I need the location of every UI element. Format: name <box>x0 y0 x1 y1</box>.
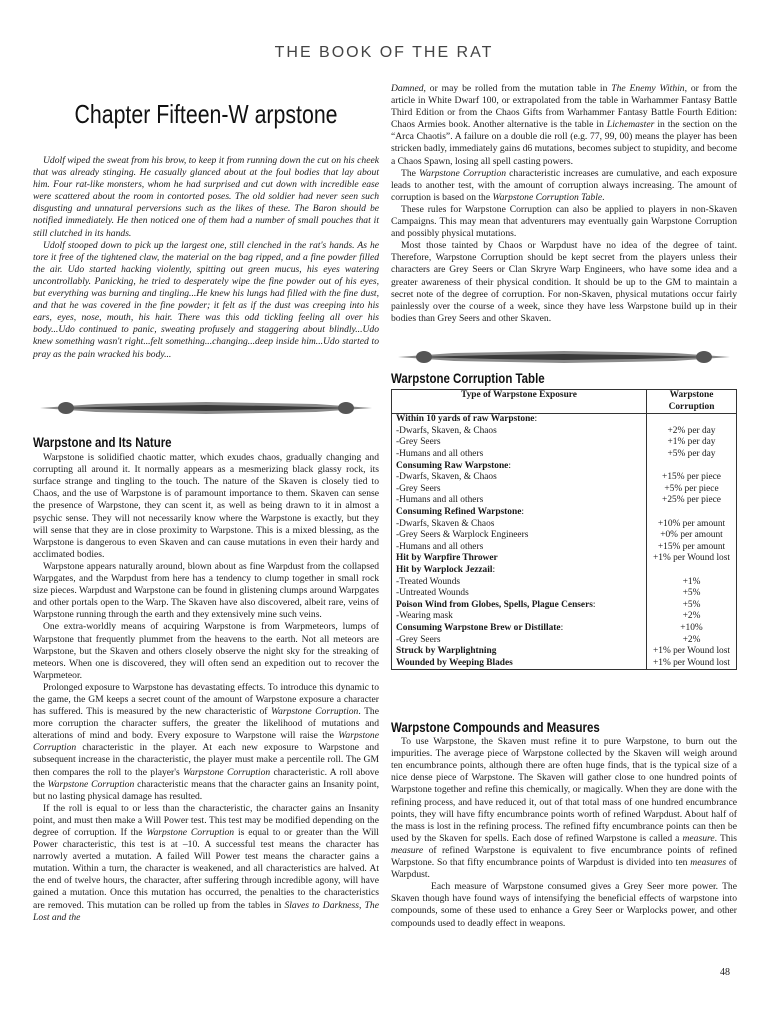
paragraph: Damned, or may be rolled from the mutation table in The Enemy Within, or from the article in White Dwarf 100, or extrapolated from the table in Warhammer Fantasy Battle Third Edition or from the Chaos Gifts from Warhammer Fantasy Battle Fourth Edition: Chaos Armies book. Another alternative is the table in Lichemaster in the section on the “Arca Chaotis”. A failure on a double die roll (e.g. 77, 99, 00) means the player has been stricken badly, immediately gains d6 mutations, becomes subject to stupidity, and become a Chaos Spawn, losing all spell casting powers. <box>391 83 737 167</box>
table-body <box>392 414 737 670</box>
section-heading: Warpstone and Its Nature <box>33 435 172 450</box>
corruption-value-cell <box>647 565 737 577</box>
corruption-value-cell: +5% per day <box>647 449 737 461</box>
corruption-table-section <box>391 373 737 670</box>
chapter-title: Chapter Fifteen-W arpstone <box>74 99 338 129</box>
table-row <box>392 472 737 484</box>
corruption-value-cell: +10% <box>647 623 737 635</box>
section-heading: Warpstone Compounds and Measures <box>391 720 600 735</box>
running-header: THE BOOK OF THE RAT <box>274 44 494 61</box>
table-row <box>392 635 737 647</box>
table-header-row <box>392 390 737 414</box>
exposure-cell: -Humans and all others <box>392 542 647 554</box>
table-row <box>392 426 737 438</box>
exposure-cell: -Untreated Wounds <box>392 588 647 600</box>
corruption-value-cell: +5% per piece <box>647 484 737 496</box>
ornamental-divider <box>394 345 734 369</box>
table-row <box>392 623 737 635</box>
table-row <box>392 461 737 473</box>
corruption-value-cell <box>647 461 737 473</box>
ornamental-divider <box>36 396 376 420</box>
exposure-cell: Within 10 yards of raw Warpstone: <box>392 414 647 426</box>
right-column-text <box>391 83 737 325</box>
exposure-cell: Struck by Warplightning <box>392 646 647 658</box>
column-header: Warpstone Corruption <box>647 390 737 414</box>
corruption-value-cell: +25% per piece <box>647 495 737 507</box>
table-row <box>392 437 737 449</box>
table-row <box>392 577 737 589</box>
table-row <box>392 495 737 507</box>
exposure-cell: Consuming Raw Warpstone: <box>392 461 647 473</box>
exposure-cell: Consuming Refined Warpstone: <box>392 507 647 519</box>
corruption-value-cell: +15% per amount <box>647 542 737 554</box>
table-row <box>392 414 737 426</box>
exposure-cell: -Dwarfs, Skaven, & Chaos <box>392 472 647 484</box>
intro-paragraph: Udolf stooped down to pick up the largest one, still clenched in the rat's hands. As he tore it free of the tightened claw, the material on the bag ripped, and a fine powder filled the air. Udo started hacking violently, spitting out green mucus, his eyes watering uncontrollably. Panicking, he tried to desperately wipe the fine powder out of his eyes, but everything was burning and tingling...He knew his lungs had filled with the fine dust, and that he was covered in the fine powder; it felt as if the dust was creeping into his ears, eyes, nose, mouth, his hair. There was this odd tickling feeling all over his body...Udo continued to panic, sweating profusely and staggering about blindly...Udo knew something wasn't right...felt something...changing...deep inside him...Udo started to pray as the pain wracked his body... <box>33 239 379 360</box>
corruption-value-cell <box>647 507 737 519</box>
corruption-value-cell: +10% per amount <box>647 519 737 531</box>
page-number: 48 <box>720 967 730 978</box>
exposure-cell: -Grey Seers <box>392 484 647 496</box>
corruption-value-cell: +5% <box>647 600 737 612</box>
corruption-value-cell: +2% per day <box>647 426 737 438</box>
corruption-value-cell: +1% per Wound lost <box>647 658 737 670</box>
exposure-cell: Hit by Warpfire Thrower <box>392 553 647 565</box>
exposure-cell: -Treated Wounds <box>392 577 647 589</box>
table-row <box>392 611 737 623</box>
table-row <box>392 484 737 496</box>
paragraph: The Warpstone Corruption characteristic increases are cumulative, and each exposure leads to another test, with the amount of corruption always increasing. The amount of corruption is based on the Warpstone Corruption Table. <box>391 167 737 203</box>
table-row <box>392 600 737 612</box>
paragraph: Most those tainted by Chaos or Warpdust have no idea of the degree of taint. Therefore, Warpstone Corruption should be kept secret from the players unless their characters are Grey Seers or Clan Skryre Warp Engineers, who have some idea and a greater awareness of their physical condition. It should be up to the GM to maintain a secret note of the degree of corruption. For non-Skaven, physical mutations occur fairly painlessly over the course of a week, since they have less Warpstone build up in their bodies than Grey Seers and other Skaven. <box>391 240 737 324</box>
corruption-value-cell: +2% <box>647 635 737 647</box>
corruption-value-cell: +0% per amount <box>647 530 737 542</box>
paragraph: Warpstone appears naturally around, blown about as fine Warpdust from the collapsed Warpgates, and the Warpdust from here has a tendency to clump together in small rock size pieces. Warpdust and Warpstone can be found in glistening clumps around Warpgates and other portals open to the Warp. The Skaven have also discovered, albeit rare, veins of Warpstone running through the earth and they extensively mine such veins. <box>33 560 379 621</box>
corruption-value-cell: +1% <box>647 577 737 589</box>
table-row <box>392 519 737 531</box>
exposure-cell: -Humans and all others <box>392 449 647 461</box>
corruption-value-cell: +5% <box>647 588 737 600</box>
paragraph: If the roll is equal to or less than the characteristic, the character gains an Insanity point, and must then make a Will Power test. This test may be modified depending on the degree of corruption. If the Warpstone Corruption is equal to or greater than the Will Power characteristic, this test is at –10. A successful test means the character has narrowly averted a mutation. A failed Will Power test means the character gains a mutation. Within a turn, the character is weakened, and all characteristics are halved. At the end of twelve hours, the character, after suffering through incredible agony, will have gained a mutation. Once this mutation has occurred, the penalties to the characteristics are removed. This mutation can be rolled up from the tables in Slaves to Darkness, The Lost and the <box>33 802 379 923</box>
table-row <box>392 542 737 554</box>
corruption-value-cell <box>647 414 737 426</box>
table-row <box>392 588 737 600</box>
table-row <box>392 646 737 658</box>
exposure-cell: -Dwarfs, Skaven & Chaos <box>392 519 647 531</box>
table-row <box>392 553 737 565</box>
corruption-value-cell: +1% per Wound lost <box>647 646 737 658</box>
corruption-value-cell: +1% per day <box>647 437 737 449</box>
table-row <box>392 658 737 670</box>
exposure-cell: Poison Wind from Globes, Spells, Plague Censers: <box>392 600 647 612</box>
paragraph: One extra-worldly means of acquiring Warpstone is from Warpmeteors, lumps of Warpstone that frequently plummet from the heavens to the earth. Not all meteors are Warpstone, but the Skaven and others closely observe the night sky for the streaking of meteors. When one is discovered, they will often send an expedition out to recover the Warpmeteor. <box>33 621 379 681</box>
exposure-cell: -Dwarfs, Skaven, & Chaos <box>392 426 647 438</box>
corruption-table <box>391 389 737 670</box>
table-row <box>392 530 737 542</box>
corruption-value-cell: +1% per Wound lost <box>647 553 737 565</box>
paragraph: Each measure of Warpstone consumed gives a Grey Seer more power. The Skaven though have found ways of intensifying the beneficial effects of warpstone into compounds, some of these used to enhance a Grey Seer or Warplocks power, and other compounds used to deadly effect in weapons. <box>391 881 737 929</box>
paragraph: To use Warpstone, the Skaven must refine it to pure Warpstone, to burn out the impurities. The average piece of Warpstone collected by the Skaven will weigh around ten encumbrance points, although there are often huge finds, that is the typical size of a nice dense piece of Warpstone. The Skaven will gather close to one hundred points of Warpstone together and refine this chemically, or magically. When they are done with the refining process, and have reduced it, out of that total mass of one hundred encumbrance points, they will have fifty encumbrance points worth of refined Warpdust. About half of the mass is lost in the refining process. The refined fifty encumbrance points can then be used by the Skaven for spells. Each dose of refined Warpstone is called a measure. This measure of refined Warpstone is equivalent to five encumbrance points of refined Warpstone. So that fifty encumbrance points of Warpdust is divided into ten measures of Warpdust. <box>391 736 738 881</box>
intro-paragraph: Udolf wiped the sweat from his brow, to keep it from running down the cut on his cheek that was already stinging. He casually glanced about at the foul bodies that lay about him. Four rat-like monsters, whom he had surprised and cut down with incredible ease were scattered about the room in contorted poses. The old soldier had never seen such disgusting and unnatural perversions such as the likes of these. The Baron should be notified immediately. He then noticed one of them had a number of small pouches that it still clutched in its hands. <box>33 155 379 239</box>
warpstone-nature-section <box>33 437 379 924</box>
exposure-cell: Hit by Warplock Jezzail: <box>392 565 647 577</box>
paragraph: These rules for Warpstone Corruption can also be applied to players in non-Skaven Campaigns. This may mean that adventurers may eventually gain Warpstone Corruption and possibly physical mutations. <box>391 203 737 240</box>
table-row <box>392 507 737 519</box>
compounds-section <box>391 722 737 930</box>
table-row <box>392 449 737 461</box>
column-header: Type of Warpstone Exposure <box>392 390 647 414</box>
paragraph: Prolonged exposure to Warpstone has devastating effects. To introduce this dynamic to the game, the GM keeps a secret count of the amount of Warpstone exposure a character has suffered. This is measured by the new characteristic of Warpstone Corruption. The more corruption the character suffers, the greater the likelihood of mutations and alterations of mind and body. Every exposure to Warpstone will raise the Warpstone Corruption characteristic in the player. At each new exposure to Warpstone and subsequent increase in the characteristic, the player must make a percentile roll. The GM then compares the roll to the player's Warpstone Corruption characteristic. A roll above the Warpstone Corruption characteristic means that the character gains an Insanity point, but no lasting physical damage has resulted. <box>33 681 379 802</box>
exposure-cell: -Grey Seers <box>392 437 647 449</box>
exposure-cell: -Wearing mask <box>392 611 647 623</box>
table-heading: Warpstone Corruption Table <box>391 371 545 386</box>
exposure-cell: -Grey Seers <box>392 635 647 647</box>
exposure-cell: Wounded by Weeping Blades <box>392 658 647 670</box>
exposure-cell: -Grey Seers & Warplock Engineers <box>392 530 647 542</box>
exposure-cell: Consuming Warpstone Brew or Distillate: <box>392 623 647 635</box>
paragraph: Warpstone is solidified chaotic matter, which exudes chaos, gradually changing and corrupting all around it. It normally appears as a mesmerizing black glassy rock, its surface strange and tingling to the touch. The nature of the Skaven is closely tied to Chaos, and the use of Warpstone is of paramount importance to them. Skaven can sense the presence of Warpstone, they can scent it, as well as being drawn to it in almost a psychic sense. They will not necessarily know where the Warpstone is exactly, but they will sense that they are in close proximity to Warpstone. This is a mixed blessing, as the Warpstone is dangerous to even Skaven and can cause mutations in even their hardy and acclimated bodies. <box>33 452 379 560</box>
corruption-value-cell: +15% per piece <box>647 472 737 484</box>
intro-text <box>33 155 379 361</box>
table-row <box>392 565 737 577</box>
corruption-value-cell: +2% <box>647 611 737 623</box>
exposure-cell: -Humans and all others <box>392 495 647 507</box>
